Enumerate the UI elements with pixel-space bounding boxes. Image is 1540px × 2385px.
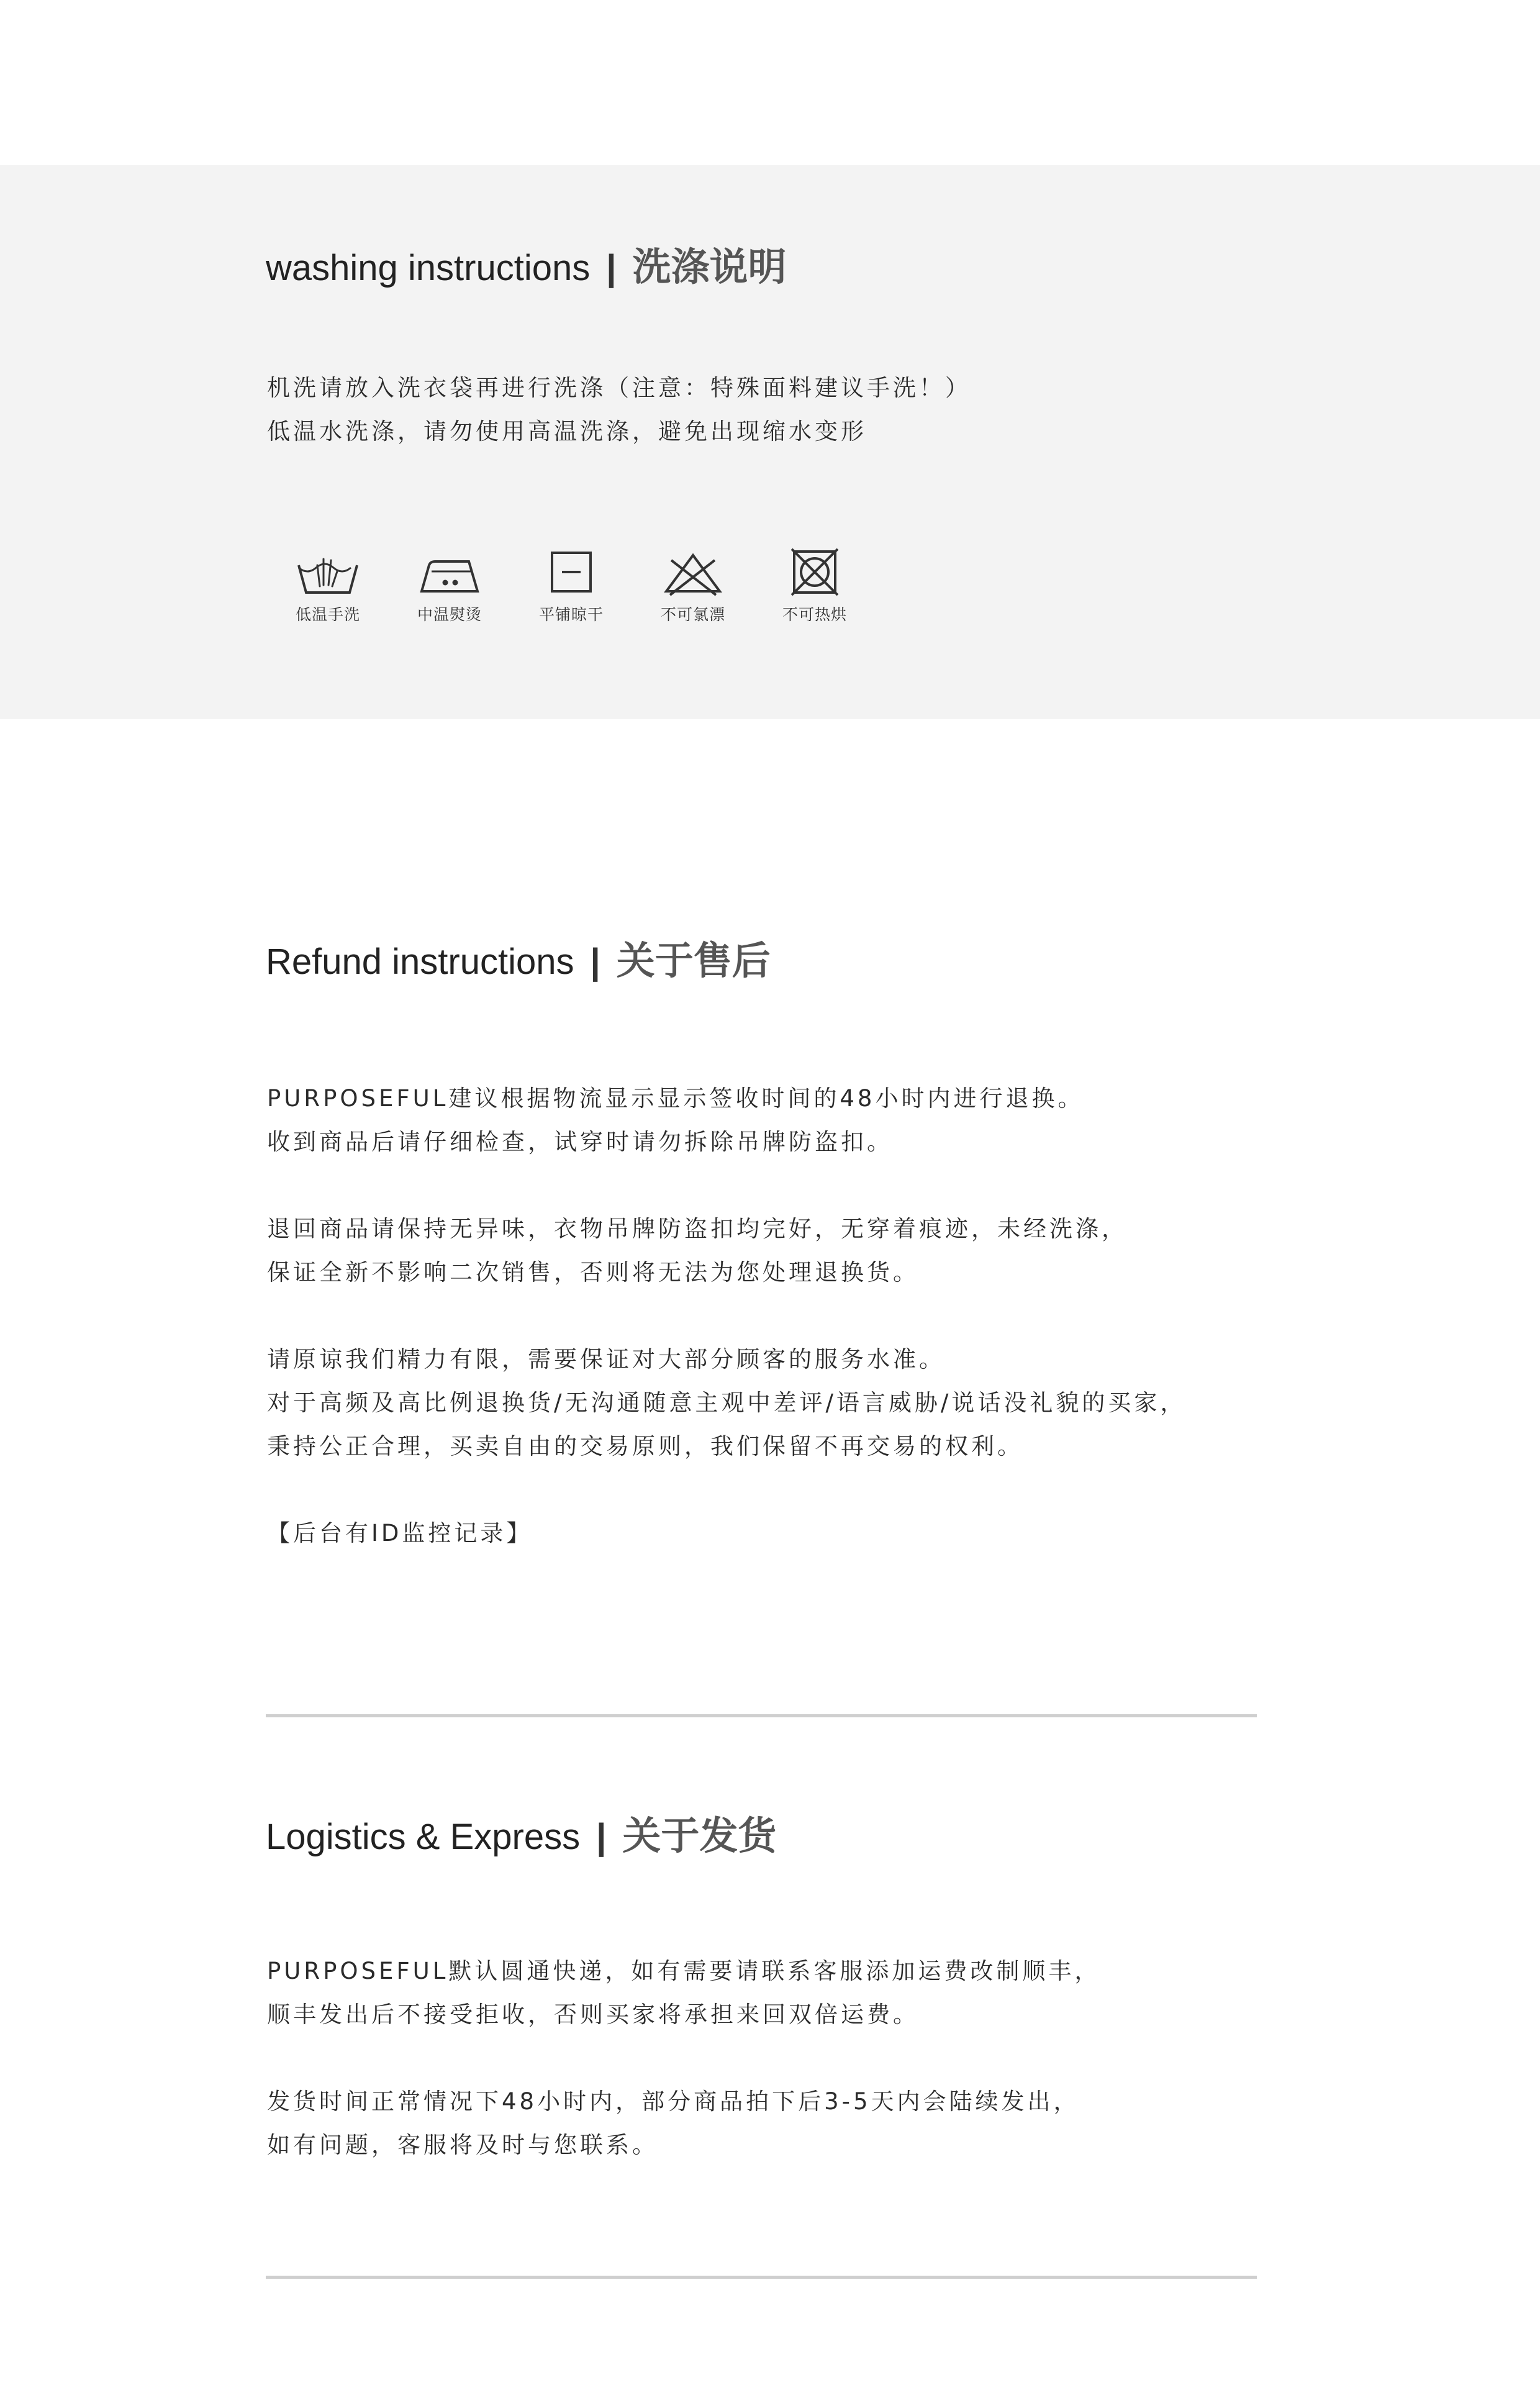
- refund-heading: [266, 930, 771, 985]
- logistics-line: 发货时间正常情况下48小时内，部分商品拍下后3-5天内会陆续发出，: [267, 2088, 1080, 2115]
- care-item-hand-wash: [267, 547, 389, 625]
- refund-line: [267, 1164, 1186, 1207]
- washing-line: 低温水洗涤，请勿使用高温洗涤，避免出现缩水变形: [267, 418, 867, 445]
- logistics-title-zh: 关于发货: [622, 1813, 777, 1858]
- logistics-text: [267, 1950, 1100, 2167]
- washing-title-en: washing instructions: [266, 248, 591, 288]
- care-label: 中温熨烫: [417, 606, 482, 624]
- care-item-no-bleach: [632, 547, 754, 625]
- hand-wash-icon: [294, 547, 362, 599]
- no-tumble-dry-icon: [781, 547, 849, 599]
- logistics-line: 如有问题，客服将及时与您联系。: [267, 2132, 658, 2158]
- refund-title-zh: 关于售后: [616, 938, 771, 983]
- logistics-heading: [266, 1805, 776, 1860]
- logistics-title-en: Logistics & Express: [266, 1817, 581, 1857]
- refund-line: PURPOSEFUL建议根据物流显示显示签收时间的48小时内进行退换。: [267, 1085, 1084, 1112]
- title-separator: |: [590, 942, 600, 982]
- refund-line: 保证全新不影响二次销售，否则将无法为您处理退换货。: [267, 1259, 919, 1286]
- iron-medium-icon: [415, 547, 484, 599]
- refund-line: 退回商品请保持无异味，衣物吊牌防盗扣均完好，无穿着痕迹，未经洗涤，: [267, 1215, 1128, 1242]
- washing-line: 机洗请放入洗衣袋再进行洗涤（注意：特殊面料建议手洗！）: [267, 375, 971, 401]
- washing-text: [267, 366, 971, 453]
- washing-heading: [266, 236, 787, 291]
- care-item-iron: [389, 547, 510, 625]
- logistics-line: PURPOSEFUL默认圆通快递，如有需要请联系客服添加运费改制顺丰，: [267, 1958, 1101, 1984]
- care-item-no-tumble: [754, 547, 876, 625]
- refund-line: 秉持公正合理，买卖自由的交易原则，我们保留不再交易的权利。: [267, 1433, 1023, 1460]
- title-separator: |: [606, 248, 617, 288]
- refund-text: [267, 1077, 1186, 1555]
- refund-line: 请原谅我们精力有限，需要保证对大部分顾客的服务水准。: [267, 1346, 945, 1373]
- refund-line: [267, 1468, 1186, 1512]
- logistics-line: 顺丰发出后不接受拒收，否则买家将承担来回双倍运费。: [267, 2001, 919, 2028]
- flat-dry-icon: [537, 547, 605, 599]
- title-separator: |: [596, 1817, 607, 1857]
- logistics-line: [267, 2037, 1100, 2080]
- divider: [266, 1714, 1257, 1717]
- divider: [266, 2276, 1257, 2279]
- refund-line: 收到商品后请仔细检查，试穿时请勿拆除吊牌防盗扣。: [267, 1129, 893, 1155]
- refund-line: 【后台有ID监控记录】: [267, 1520, 533, 1547]
- care-label: 不可氯漂: [660, 606, 725, 624]
- care-label: 不可热烘: [782, 606, 847, 624]
- refund-line: 对于高频及高比例退换货/无沟通随意主观中差评/语言威胁/说话没礼貌的买家，: [267, 1389, 1187, 1416]
- care-label: 平铺晾干: [538, 606, 604, 624]
- washing-title-zh: 洗涤说明: [632, 244, 787, 289]
- refund-title-en: Refund instructions: [266, 942, 574, 982]
- no-bleach-icon: [659, 547, 727, 599]
- refund-line: [267, 1294, 1186, 1338]
- care-item-flat-dry: [510, 547, 632, 625]
- care-label: 低温手洗: [295, 606, 360, 624]
- care-icons: [267, 547, 876, 625]
